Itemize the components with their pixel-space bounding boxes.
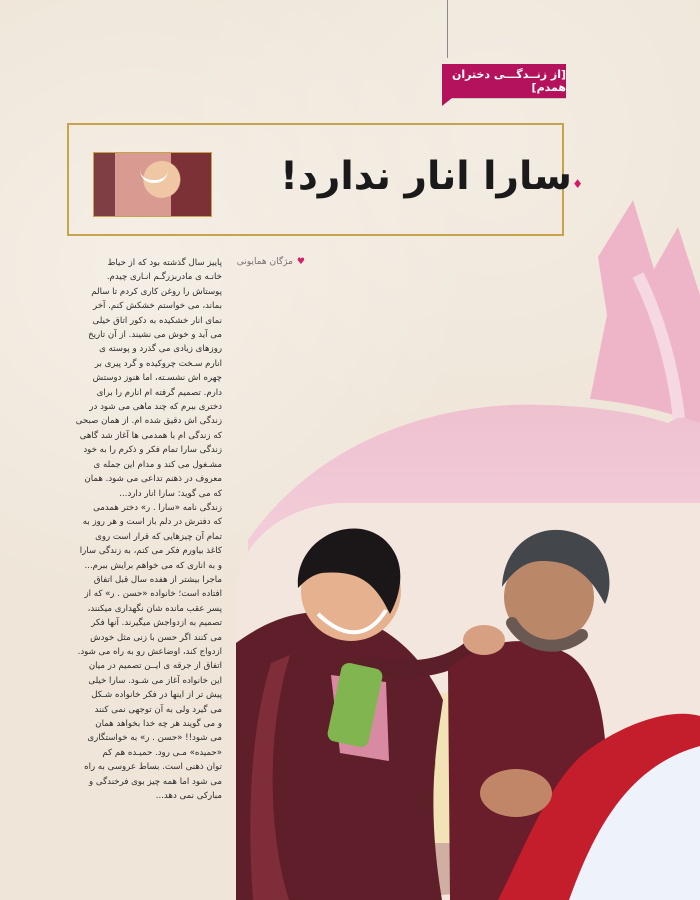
title-thumbnail-photo: [93, 152, 212, 217]
author-name: ♥ مژگان همایونی: [237, 257, 305, 267]
article-title: سارا انار ندارد!: [280, 154, 572, 199]
article-body: پاییز سال گذشته بود که از حیاط خانـه ی مادربزرگـم انـاری چیدم. پوستاش را روغن کاری کردم تا سالم بماند، می خواستم خشکش کنم. آخر نمای انار خشکیده به دکور اتاق خیلی می آید و خوش می نشیند. از آن تاریخ روزهای زیادی می گذرد و پوسته ی انارم سـخت چروکیده و گرد پیری بر چهره اش نشسـته، اما هنوز دوستش دارم. تصمیم گرفته ام انارم را برای دختری ببرم که چند ماهی می شود در زندگی اش دقیق شده ام. از همان صبحی که زندگی ام با همدمی ها آغاز شد گاهی زندگی سارا تمام فکر و ذکرم را به خود مشـغول می کند و مدام این جمله ی معروف در ذهنم تداعی می شود. همان که می گوید: سارا انار دارد... زندگی نامه «سارا . ر» دختر همدمی که دفترش در دلم باز است و هر روز به تمام آن چیزهایی که قرار است روی کاغذ بیاورم فکر می کنم، به زندگی سارا و به اناری که می خواهم برایش ببرم... ماجرا بیشتر از هفده سال قبل اتفاق افتاده است؛ خانواده «حسن . ر» که از پسر عقب مانده شان نگهداری میکنند، تصمیم به ازدواجش میگیرند. آنها فکر می کنند اگر حسن با زنی مثل خودش ازدواج کند، اوضاعش رو به راه می شود. اتفاق از جرقه ی ایــن تصمیم در میان این خانواده آغاز می شـود. سارا خیلی پیش تر از اینها در فکر خانواده شـکل می گیرد ولی به آن توجهی نمی کنند و می گویند هر چه خدا بخواهد همان می شود!! «حسن . ر» به خواستگاری «حمیده» مـی رود. حمیـده هم کم توان ذهنی است. بساط عروسی به راه می شود اما همه چیز بوی فرخندگی و مبارکی نمی دهد...: [75, 258, 222, 802]
main-photo: [236, 503, 700, 900]
title-heart-icon: ♦: [572, 177, 583, 191]
photo-illustration: [236, 503, 700, 900]
section-tag-label: [از زنــدگـــی دختران همدم]: [452, 68, 566, 94]
top-divider-line: [447, 0, 448, 58]
section-tag: [442, 64, 566, 98]
